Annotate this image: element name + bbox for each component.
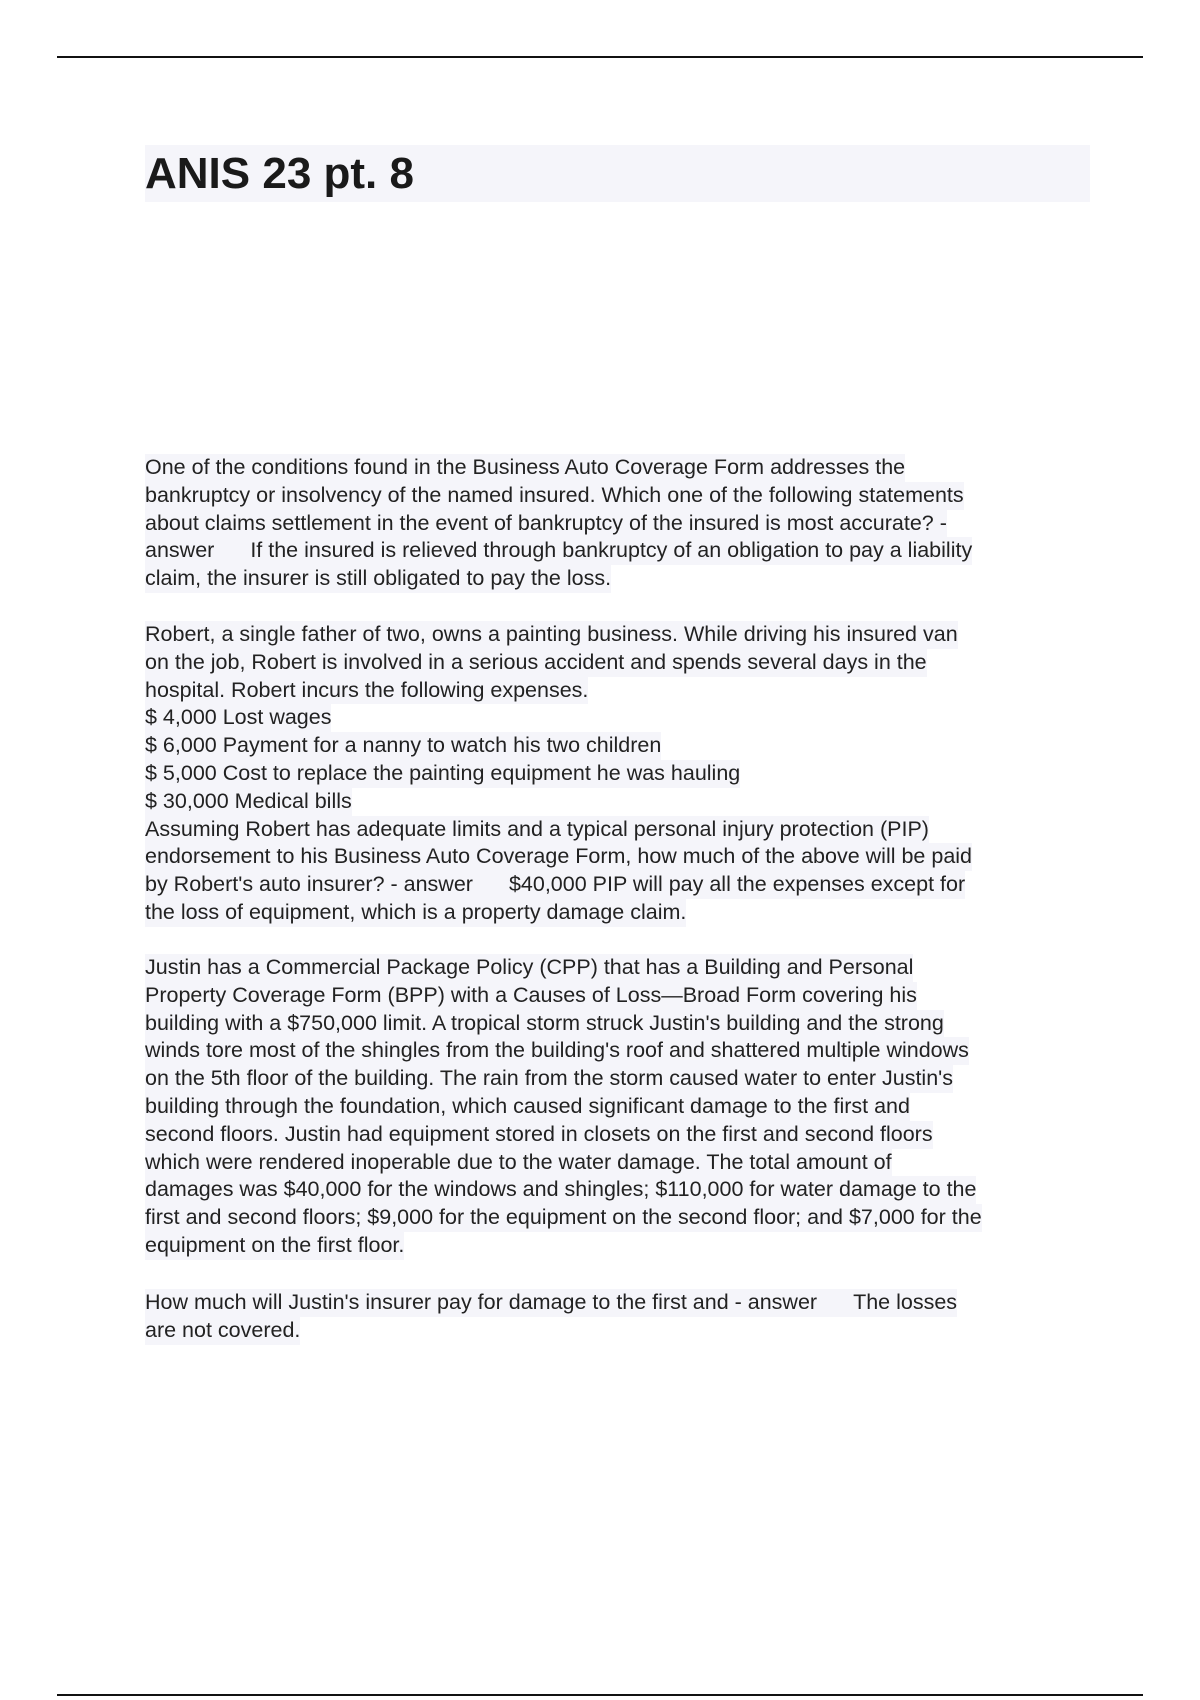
qa-line: on the 5th floor of the building. The rain from the storm caused water to enter Justin's	[145, 1065, 953, 1093]
qa-line: the loss of equipment, which is a property damage claim.	[145, 899, 686, 927]
qa-line: on the job, Robert is involved in a serious accident and spends several days in the	[145, 649, 927, 677]
qa-line: claim, the insurer is still obligated to pay the loss.	[145, 565, 611, 593]
qa-line-answer	[145, 537, 972, 565]
qa-line: are not covered.	[145, 1317, 300, 1345]
question-text: How much will Justin's insurer pay for damage to the first and - answer	[145, 1290, 818, 1314]
qa-line-answer	[145, 1289, 957, 1317]
qa-line: building through the foundation, which caused significant damage to the first and	[145, 1093, 910, 1121]
qa-line: second floors. Justin had equipment stored in closets on the first and second floors	[145, 1121, 933, 1149]
answer-text: If the insured is relieved through bankruptcy of an obligation to pay a liability	[250, 538, 973, 563]
qa-line-answer	[145, 871, 965, 899]
qa-line: damages was $40,000 for the windows and shingles; $110,000 for water damage to the	[145, 1176, 976, 1204]
expense-item: $ 6,000 Payment for a nanny to watch his two children	[145, 732, 661, 760]
top-rule	[57, 56, 1143, 58]
answer-text: $40,000 PIP will pay all the expenses except for	[508, 872, 966, 897]
qa-line: building with a $750,000 limit. A tropical storm struck Justin's building and the strong	[145, 1010, 944, 1038]
qa-line: One of the conditions found in the Business Auto Coverage Form addresses the	[145, 454, 905, 482]
answer-label: answer	[145, 538, 215, 563]
answer-text: The losses	[853, 1290, 958, 1314]
expense-item: $ 30,000 Medical bills	[145, 788, 352, 816]
qa-block-3	[145, 954, 1100, 1260]
qa-line: which were rendered inoperable due to the water damage. The total amount of	[145, 1149, 892, 1177]
qa-block-2	[145, 621, 1100, 927]
qa-line: Robert, a single father of two, owns a painting business. While driving his insured van	[145, 621, 958, 649]
qa-block-1	[145, 454, 1100, 593]
bottom-rule	[57, 1694, 1143, 1696]
qa-line: first and second floors; $9,000 for the equipment on the second floor; and $7,000 for the	[145, 1204, 982, 1232]
qa-line: endorsement to his Business Auto Coverage Form, how much of the above will be paid	[145, 843, 972, 871]
qa-line: Assuming Robert has adequate limits and a typical personal injury protection (PIP)	[145, 816, 929, 844]
qa-line: Justin has a Commercial Package Policy (CPP) that has a Building and Personal	[145, 954, 913, 982]
expense-item: $ 4,000 Lost wages	[145, 704, 331, 732]
qa-line: winds tore most of the shingles from the building's roof and shattered multiple windows	[145, 1037, 969, 1065]
qa-line: equipment on the first floor.	[145, 1232, 404, 1260]
qa-line: Property Coverage Form (BPP) with a Causes of Loss—Broad Form covering his	[145, 982, 917, 1010]
document-title: ANIS 23 pt. 8	[145, 149, 414, 198]
qa-block-4	[145, 1289, 1100, 1345]
expense-item: $ 5,000 Cost to replace the painting equipment he was hauling	[145, 760, 740, 788]
answer-label: by Robert's auto insurer? - answer	[145, 872, 473, 897]
qa-line: about claims settlement in the event of bankruptcy of the insured is most accurate? -	[145, 510, 947, 538]
qa-line: hospital. Robert incurs the following expenses.	[145, 677, 588, 705]
qa-line: bankruptcy or insolvency of the named insured. Which one of the following statements	[145, 482, 964, 510]
